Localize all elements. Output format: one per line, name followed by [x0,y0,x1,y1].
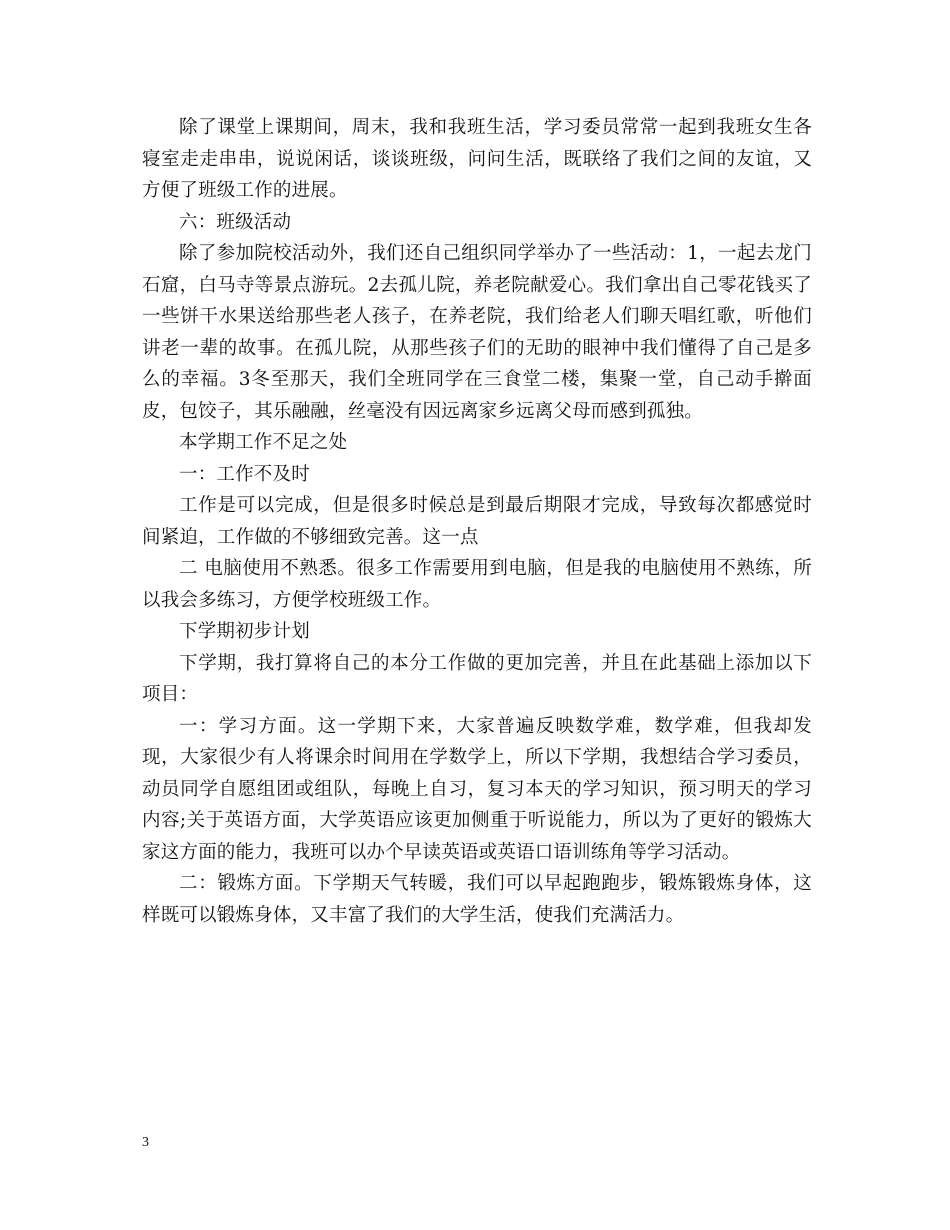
heading-not-timely: 一：工作不及时 [179,463,310,485]
paragraph-not-timely: 工作是可以完成，但是很多时候总是到最后期限才完成，导致每次都感觉时间紧迫，工作做的不够细致完善。这一点 [142,495,812,548]
paragraph-activities: 除了参加院校活动外，我们还自己组织同学举办了一些活动：1，一起去龙门石窟，白马寺等景点游玩。2去孤儿院，养老院献爱心。我们拿出自己零花钱买了一些饼干水果送给那些老人孩子，在养老院，我们给老人们聊天唱红歌，听他们讲老一辈的故事。在孤儿院，从那些孩子们的无助的眼神中我们懂得了自己是多么的幸福。3冬至那天，我们全班同学在三食堂二楼，集聚一堂，自己动手擀面皮，包饺子，其乐融融，丝毫没有因远离家乡远离父母而感到孤独。 [142,243,812,422]
paragraph-next-term-intro: 下学期，我打算将自己的本分工作做的更加完善，并且在此基础上添加以下项目： [142,652,812,705]
heading-shortcomings: 本学期工作不足之处 [179,432,348,453]
document-body [142,112,812,931]
heading-next-term-plan: 下学期初步计划 [179,621,310,642]
paragraph-study-plan: 一：学习方面。这一学期下来，大家普遍反映数学难，数学难，但我却发现，大家很少有人将课余时间用在学数学上，所以下学期，我想结合学习委员，动员同学自愿组团或组队，每晚上自习，复习本天的学习知识，预习明天的学习内容;关于英语方面，大学英语应该更加侧重于听说能力，所以为了更好的锻炼大家这方面的能力，我班可以办个早读英语或英语口语训练角等学习活动。 [142,715,812,863]
paragraph-dorm-visits: 除了课堂上课期间，周末，我和我班生活，学习委员常常一起到我班女生各寝室走走串串，说说闲话，谈谈班级，问问生活，既联络了我们之间的友谊，又方便了班级工作的进展。 [142,117,812,201]
paragraph-computer-skills: 二 电脑使用不熟悉。很多工作需要用到电脑，但是我的电脑使用不熟练，所以我会多练习，方便学校班级工作。 [142,558,812,611]
page-number: 3 [142,1135,149,1150]
paragraph-exercise-plan: 二：锻炼方面。下学期天气转暖，我们可以早起跑跑步，锻炼锻炼身体，这样既可以锻炼身体，又丰富了我们的大学生活，使我们充满活力。 [142,873,812,926]
heading-class-activities: 六：班级活动 [179,211,292,233]
